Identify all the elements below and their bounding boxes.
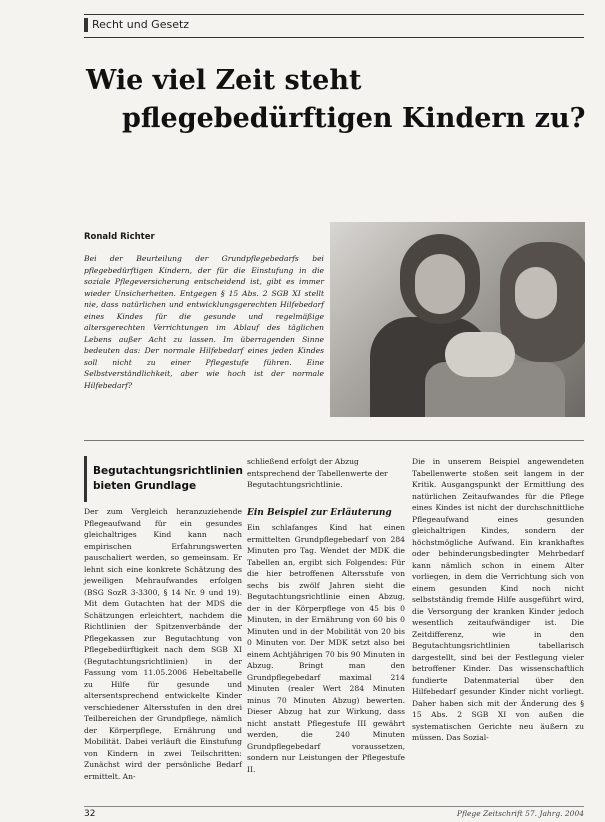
photo-figure-woman-face — [415, 254, 465, 314]
col2-body-text: Ein schlafanges Kind hat einen ermittelten Grundpflegebedarf von 284 Minuten pro Tag. Wendet der MDK die Tabellen an, ergibt sich Folgendes: Für die hier betroffenen Altersstufe von sechs bis zwölf Jahren sieht die Begutachtungsrichtlinie einen Abzug, der in der Körperpflege von 45 bis 0 Minuten, in der Ernährung von 60 bis 0 Minuten und in der Mobilität von 20 bis 0 Minuten vor. Der MDK setzt also bei einem Achtjährigen 70 bis 90 Minuten in Abzug. Bringt man den Grundpflegebedarf maximal 214 Minuten (realer Wert 284 Minuten minus 70 Minuten Abzug) bewerten. Dieser Abzug hat zur Wirkung, dass nicht anstatt Pflegestufe III gewährt werden, die 240 Minuten Grundpflegebedarf voraussetzen, sondern nur Leistungen der Pflegestufe II. — [247, 523, 406, 774]
article-intro: Bei der Beurteilung der Grundpflegebedarfs bei pflegebedürftigen Kindern, der für die Einstufung in die soziale Pflegeversicherung entscheidend ist, gibt es immer wieder Unsicherheiten. Entgegen § 15 Abs. 2 SGB XI stellt nie, dass natürlichen und entwicklungsgerechten Hilfebedarf eines Kindes für die gesunde und regelmäßige altersgerechten Verrichtungen im Ablauf des täglichen Lebens außer Acht zu lassen. Im überragenden Sinne bedeuten das: Der normale Hilfebedarf eines jeden Kindes soll nicht zu einer Pflegestufe führen. Eine Selbstverständlichkeit, aber wie hoch ist der normale Hilfebedarf? — [84, 254, 324, 390]
section-header-bar — [84, 14, 584, 38]
article-photo — [330, 222, 585, 417]
photo-baby — [445, 332, 515, 377]
section-marker — [84, 18, 88, 32]
col2-subheading: Ein Beispiel zur Erläuterung — [247, 508, 392, 518]
col1-subheading-box — [84, 456, 242, 502]
col1-body-text: Der zum Vergleich heranzuziehende Pflegeaufwand für ein gesundes gleichaltriges Kind kann nach empirischen Erfahrungswerten pauschaliert werden, so gemeinsam. Er lehnt sich eine konkrete Schätzung des jeweiligen Mehraufwandes erfolgen (BSG SozR 3-3300, § 14 Nr. 9 und 19). Mit dem Gutachten hat der MDS die Schätzungen erleichtert, nachdem die Richtlinien der Spitzenverbände der Pflegekassen zur Begutachtung von Pflegebedürftigkeit nach dem SGB XI (Begutachtungsrichtlinien) in der Fassung vom 11.05.2006 Hebeltabelle zu Hilfe für gesunde und altersentsprechend entwickelte Kinder verschiedener Altersstufen in den drei Teilbereichen der Grundpflege, nämlich der Körperpflege, Ernährung und Mobilität. Dabei verläuft die Einstufung von Kindern in zwei Teilschritten: Zunächst wird der persönliche Bedarf ermittelt. An- — [84, 507, 242, 781]
article-title-line-2: pflegebedürftigen Kindern zu? — [122, 103, 586, 134]
article-author: Ronald Richter — [84, 232, 155, 242]
col1-subheading: Begutachtungsrichtlinien bieten Grundlage — [93, 465, 244, 492]
footer-rule — [84, 806, 584, 807]
article-title — [84, 62, 594, 138]
section-label: Recht und Gesetz — [92, 18, 190, 31]
footer-source: Pflege Zeitschrift 57. Jahrg. 2004 — [456, 809, 584, 818]
photo-figure-girl-face — [515, 267, 557, 319]
divider-rule — [84, 440, 584, 441]
col3-body-text: Die in unserem Beispiel angewendeten Tabellenwerte stoßen seit langem in der Kritik. Ausgangspunkt der Ermittlung des natürlichen Zeitaufwandes für die Pflege eines Kindes ist nicht der durchschnittliche Pflegeaufwand eines gesunden gleichaltrigen Kindes, sondern der höchstmögliche Aufwand. Ein krankhaftes oder behinderungsbedingter Mehrbedarf kann nämlich schon in einem Alter vorliegen, in dem die Verrichtung sich von einem gesunden Kind noch nicht selbstständig fremde Hilfe ausgeführt wird, die Versorgung der kranken Kinder jedoch wesentlich zeitaufwändiger ist. Die Zeitdifferenz, wie in den Begutachtungsrichtlinien tabellarisch dargestellt, sind bei der Festlegung vieler betroffener Kinder. Das wissenschaftlich fundierte Datenmaterial über den Hilfebedarf gesunder Kinder nicht vorliegt. Daher haben sich mit der Änderung des § 15 Abs. 2 SGB XI von außen die systematischen Gerichte neu äußern zu müssen. Das Sozial- — [412, 457, 584, 742]
col2-top-text: schließend erfolgt der Abzug entsprechend der Tabellenwerte der Begutachtungsrichtlinie. — [247, 457, 388, 489]
article-title-line-1: Wie viel Zeit steht — [86, 65, 362, 96]
page-number: 32 — [84, 809, 96, 819]
